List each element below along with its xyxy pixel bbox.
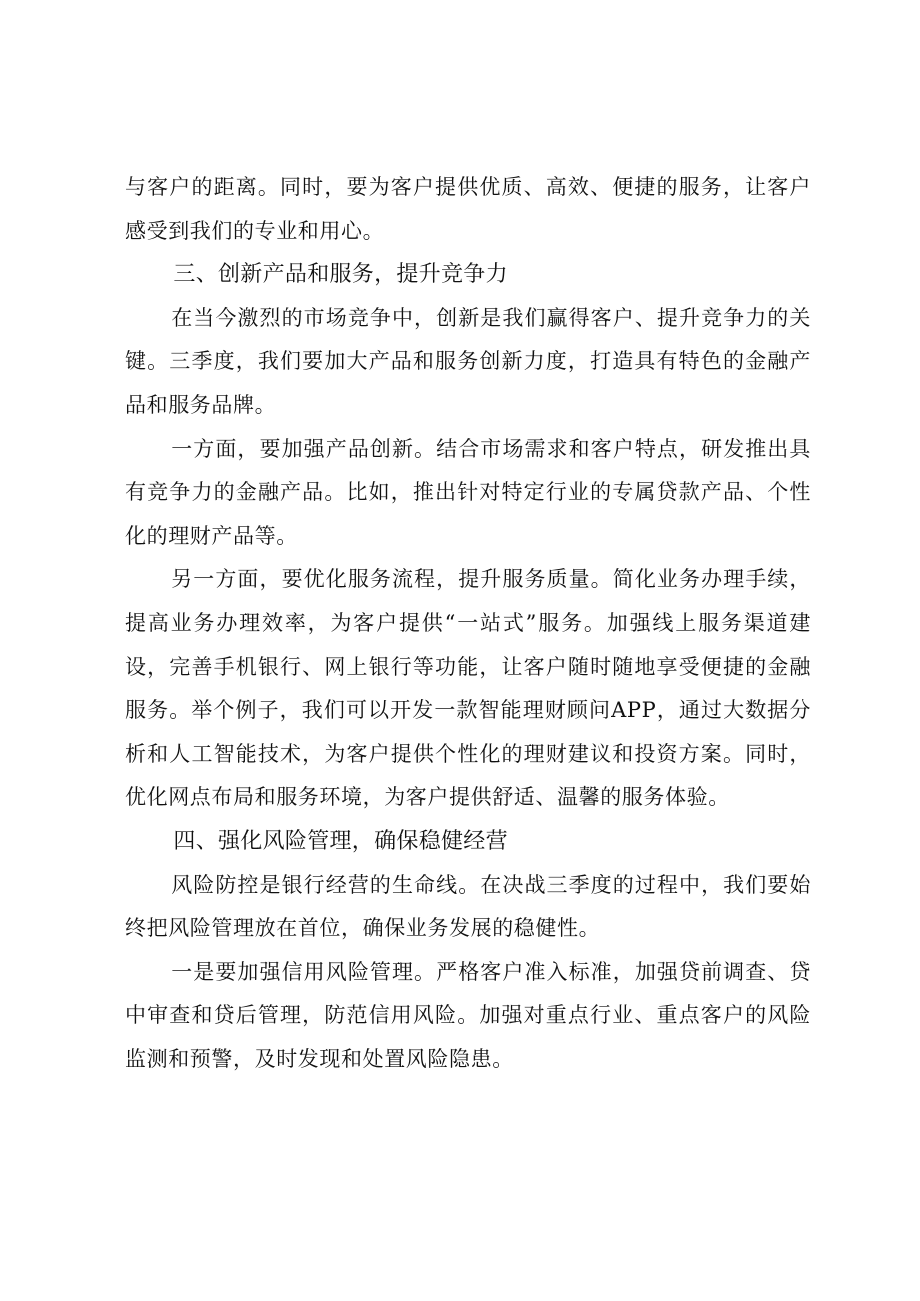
document-body <box>125 166 811 1081</box>
paragraph-credit-risk: 一是要加强信用风险管理。严格客户准入标准，加强贷前调查、贷中审查和贷后管理，防范信用风险。加强对重点行业、重点客户的风险监测和预警，及时发现和处置风险隐患。 <box>125 959 811 1071</box>
paragraph-product-innovation: 一方面，要加强产品创新。结合市场需求和客户特点，研发推出具有竞争力的金融产品。比如，推出针对特定行业的专属贷款产品、个性化的理财产品等。 <box>125 436 811 548</box>
section-heading-3: 三、创新产品和服务，提升竞争力 <box>173 262 508 288</box>
paragraph-continuation: 与客户的距离。同时，要为客户提供优质、高效、便捷的服务，让客户感受到我们的专业和用心。 <box>125 175 811 243</box>
section-heading-4: 四、强化风险管理，确保稳健经营 <box>173 828 508 854</box>
paragraph-risk-intro: 风险防控是银行经营的生命线。在决战三季度的过程中，我们要始终把风险管理放在首位，确保业务发展的稳健性。 <box>125 872 811 941</box>
paragraph-service-optimization: 另一方面，要优化服务流程，提升服务质量。简化业务办理手续，提高业务办理效率，为客户提供“一站式”服务。加强线上服务渠道建设，完善手机银行、网上银行等功能，让客户随时随地享受便捷的金融服务。举个例子，我们可以开发一款智能理财顾问APP，通过大数据分析和人工智能技术，为客户提供个性化的理财建议和投资方案。同时，优化网点布局和服务环境，为客户提供舒适、温馨的服务体验。 <box>125 567 811 810</box>
paragraph-innovation-intro: 在当今激烈的市场竞争中，创新是我们赢得客户、提升竞争力的关键。三季度，我们要加大产品和服务创新力度，打造具有特色的金融产品和服务品牌。 <box>125 305 811 417</box>
